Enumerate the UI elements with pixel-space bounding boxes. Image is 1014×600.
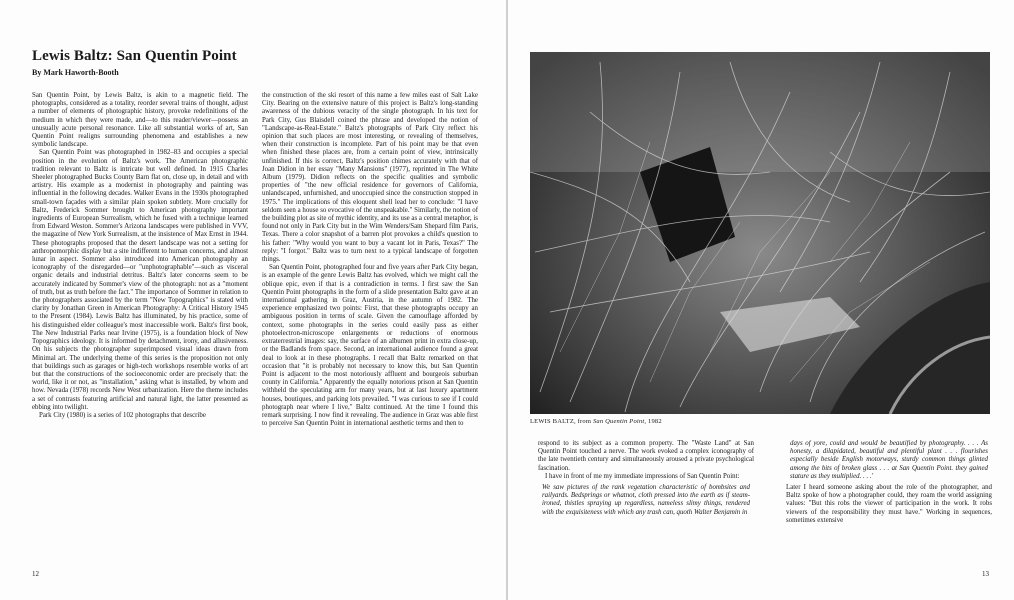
- right-column-2: [786, 440, 992, 575]
- block-quote-continued: days of yore, could and would be beautified by photography. . . . As honesty, a dilapidated, beautiful and plentiful plant . . . flourishes especially beside English motorways, sturdy common things glinted among the bits of broken glass . . . at San Quentin Point. they gained stature as they multiplied. . . .': [790, 440, 988, 480]
- caption-year: 1982: [648, 418, 662, 425]
- photograph-icon: [530, 52, 990, 414]
- paragraph: San Quentin Point was photographed in 1982–83 and occupies a special position in the evolution of Baltz's work. The American photographic tradition relevant to Baltz is intricate but well defined. In 1915 Charles Sheeler photographed Bucks County Barn flat on, close up, in detail and with artistry. His example as a modernist in photography and painting was influential in the following decades. Walker Evans in the 1930s photographed small-town façades with a similar plain spoken subtlety. More crucially for Baltz, Frederick Sommer brought to American photography important ingredients of European Surrealism, which he fused with a technique learned from Edward Weston. Sommer's Arizona landscapes were published in VVV, the magazine of New York Surrealism, at the insistence of Max Ernst in 1944. These photographs proposed that the desert landscape was not a setting for anthropomorphic display but a site indifferent to human concerns, and almost lunar in aspect. Sommer also introduced into American photography an iconography of the disregarded—or "unphotographable"—such as visceral organic details and industrial detritus. Baltz's later concerns seem to be accurately indicated by Sommer's view of the photograph: not as a "moment of truth, but as truth before the fact." The importance of Sommer in relation to the photographers associated by the term "New Topographics" is stated with clarity by Jonathan Green in American Photography: A Critical History 1945 to the Present (1984). Lewis Baltz has illuminated, by his practice, some of his distinguished elder colleague's most inaccessible work. Baltz's first book, The New Industrial Parks near Irvine (1975), is a foundation block of New Topographics ideology. It is informed by detachment, irony, and allusiveness. On his subjects the photographer superimposed visual ideas drawn from Minimal art. The underlying theme of this series is the proposition not only that buildings such as garages or high-tech workshops resemble works of art but that the constructions of the socioeconomic order are precisely that: the world, like it or not, as "installation," asking what is installed, by whom and how. Nevada (1978) records New West urbanization. Here the theme includes a set of contrasts featuring artificial and natural light, the latter presented as ebbing into twilight.: [32, 149, 248, 411]
- paragraph: San Quentin Point, by Lewis Baltz, is akin to a magnetic field. The photographs, considered as a totality, reorder several trains of thought, adjust a number of elements of photographic history, provoke redefinitions of the medium in which they were made, and—to this reader/viewer—possess an unusually acute personal resonance. Like all substantial works of art, San Quentin Point realigns surrounding phenomena and establishes a new symbolic landscape.: [32, 92, 248, 149]
- left-page: [0, 0, 506, 600]
- page-number-right: 13: [982, 570, 989, 578]
- photo-caption: [530, 418, 662, 425]
- right-page: [508, 0, 1014, 600]
- photograph: [530, 52, 990, 414]
- paragraph: Later I heard someone asking about the role of the photographer, and Baltz spoke of how a photographer could, they roam the world assigning values: "But this robs the viewer of participation in the work. It robs viewers of the responsibility they must have." Working in sequences, sometimes extensive: [786, 484, 992, 524]
- paragraph: I have in front of me my immediate impressions of San Quentin Point:: [545, 472, 740, 480]
- caption-work: San Quentin Point,: [592, 418, 647, 425]
- block-quote: We saw pictures of the rank vegetation characteristic of bombsites and railyards. Bedsprings or whatnot, cloth pressed into the earth as if steam-ironed, thistles spraying up regardless, nameless slimy things, rendered with the exquisiteness with which any trash can, quoth Walter Benjamin in: [542, 484, 750, 516]
- page-number-left: 12: [32, 570, 39, 578]
- paragraph: the construction of the ski resort of this name a few miles east of Salt Lake City. Bearing on the extensive nature of this project is Baltz's long-standing awareness of the dubious veracity of the single photograph. In his text for Park City, Gus Blaisdell coined the phrase and developed the notion of "Landscape-as-Real-Estate." Baltz's photographs of Park City reflect his opinion that such places are most interesting, or revealing of themselves, when their construction is incomplete. Part of his point may be that even when finished these places are, from a certain point of view, intrinsically unfinished. If this is correct, Baltz's position chimes accurately with that of Joan Didion in her essay "Many Mansions" (1977), reprinted in The White Album (1979). Didion reflects on the specific qualities and symbolic properties of "the new official residence for governors of California, unlandscaped, unfurnished, and unoccupied since the construction stopped in 1975." The implications of this eloquent shell lead her to conclude: "I have seldom seen a house so evocative of the unspeakable." Similarly, the notion of the building plot as site of mythic identity, and its use as a central metaphor, is found not only in Park City but in the Wim Wenders/Sam Shepard film Paris, Texas. There a color snapshot of a barren plot provokes a child's question to his father: "Why would you want to buy a vacant lot in Paris, Texas?" The reply: "I forgot." Baltz was to turn next to a typical landscape of forgotten things.: [262, 92, 478, 264]
- right-column-1: [538, 440, 754, 575]
- paragraph: San Quentin Point, photographed four and five years after Park City began, is an example of the genre Lewis Baltz has evolved, which we might call the oblique epic, even if that is a contradiction in terms. I first saw the San Quentin Point photographs in the form of a slide presentation Baltz gave at an international gathering in Graz, Austria, in the autumn of 1982. The experience emphasized two points: First, that these photographs occupy an ambiguous position in terms of scale. Given the camouflage afforded by context, some photographs in the series could easily pass as either photoelectron-microscope enlargements or reductions of enormous extraterrestrial images: say, the surface of an albumen print in extra close-up, or the Badlands from space. Second, an international audience found a great deal to look at in these photographs. I recall that Baltz remarked on that occasion that "it is probably not necessary to know this, but San Quentin Point is adjacent to the most notoriously affluent and bourgeois suburban county in California." Apparently the equally notorious prison at San Quentin withheld the speculating arm for many years, but at last luxury apartment houses, boutiques, and parking lots prevailed. "I was curious to see if I could photograph near where I live," Baltz continued. At the time I found this remark surprising. I now find it revealing. The audience in Graz was able first to perceive San Quentin Point in international aesthetic terms and then to: [262, 264, 478, 428]
- left-column-2: [262, 92, 478, 560]
- paragraph: Park City (1980) is a series of 102 photographs that describe: [39, 411, 206, 419]
- caption-name: LEWIS BALTZ, from: [530, 418, 592, 425]
- paragraph: respond to its subject as a common property. The "Waste Land" at San Quentin Point touched a nerve. The work evoked a complex iconography of the late twentieth century and simultaneously aroused a private psychological fascination.: [538, 440, 754, 472]
- left-column-1: [32, 92, 248, 560]
- byline: By Mark Haworth-Booth: [32, 68, 119, 77]
- article-title: Lewis Baltz: San Quentin Point: [32, 48, 237, 64]
